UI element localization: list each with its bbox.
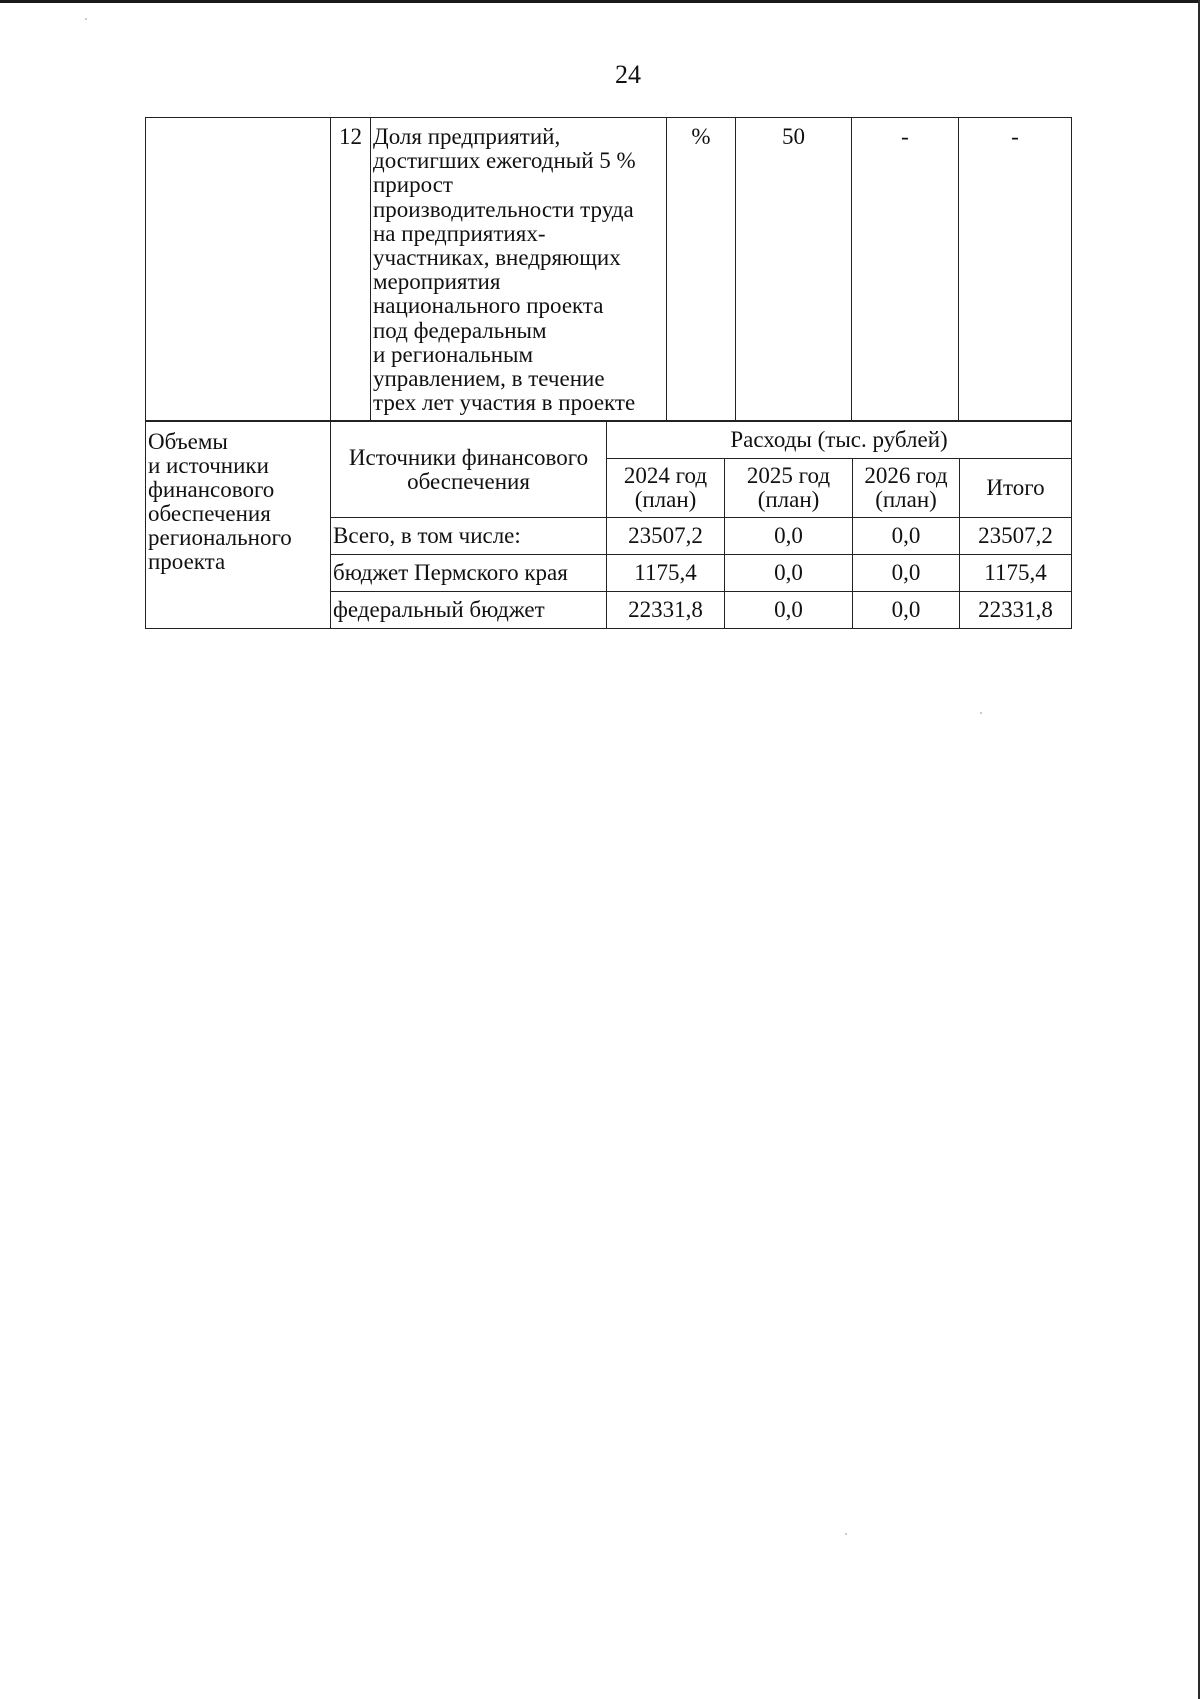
- scan-edge-top: [0, 0, 1200, 3]
- year-header-2025: [725, 459, 853, 518]
- scan-speck: [845, 1533, 847, 1535]
- indicator-name-line: управлением, в течение: [373, 366, 605, 392]
- year-header-line: 2025 год: [746, 463, 831, 488]
- value-cell: 0,0: [725, 592, 853, 629]
- indicator-name-line: достигших ежегодный 5 %: [373, 148, 636, 174]
- total-header: Итого: [960, 459, 1072, 518]
- year-header-2024: [607, 459, 725, 518]
- sources-header-line: Источники финансового: [348, 445, 589, 470]
- indicator-row: [146, 118, 1072, 421]
- indicator-name-line: на предприятиях-: [373, 220, 546, 246]
- value-cell: 0,0: [853, 518, 960, 555]
- sources-header: [331, 422, 607, 518]
- indicator-table: [145, 117, 1072, 421]
- scan-speck: [980, 712, 982, 714]
- source-cell: бюджет Пермского края: [331, 555, 607, 592]
- value-cell: 0,0: [725, 518, 853, 555]
- indicator-empty-cell: [146, 118, 331, 421]
- finance-header-row: [146, 422, 1072, 459]
- indicator-unit: %: [667, 118, 736, 421]
- finance-label-line: и источники: [148, 453, 269, 478]
- year-header-line: (план): [757, 487, 820, 512]
- value-cell: 22331,8: [960, 592, 1072, 629]
- finance-label-line: Объемы: [148, 429, 228, 454]
- indicator-value-2026: -: [959, 118, 1072, 421]
- value-cell: 23507,2: [607, 518, 725, 555]
- value-cell: 1175,4: [607, 555, 725, 592]
- source-cell: федеральный бюджет: [331, 592, 607, 629]
- finance-label-line: обеспечения: [148, 501, 271, 526]
- year-header-line: 2024 год: [623, 463, 708, 488]
- finance-label-line: проекта: [148, 549, 226, 574]
- page-number: 24: [615, 60, 641, 89]
- expenses-header: Расходы (тыс. рублей): [607, 422, 1072, 459]
- indicator-number: 12: [331, 118, 371, 421]
- indicator-name: [371, 118, 667, 421]
- indicator-name-line: национального проекта: [373, 293, 604, 319]
- value-cell: 22331,8: [607, 592, 725, 629]
- value-cell: 1175,4: [960, 555, 1072, 592]
- finance-label: [146, 422, 331, 629]
- indicator-name-line: под федеральным: [373, 317, 547, 343]
- finance-label-line: регионального: [148, 525, 292, 550]
- year-header-line: (план): [634, 487, 697, 512]
- finance-table: [145, 421, 1072, 629]
- value-cell: 0,0: [725, 555, 853, 592]
- indicator-value-2024: 50: [736, 118, 852, 421]
- year-header-line: (план): [875, 487, 937, 512]
- indicator-value-2025: -: [852, 118, 959, 421]
- indicator-name-line: прирост: [373, 172, 453, 198]
- value-cell: 0,0: [853, 555, 960, 592]
- indicator-name-line: и региональным: [373, 341, 534, 367]
- year-header-line: 2026 год: [864, 463, 948, 488]
- value-cell: 0,0: [853, 592, 960, 629]
- indicator-name-line: производительности труда: [373, 196, 634, 222]
- indicator-name-line: трех лет участия в проекте: [373, 390, 636, 416]
- year-header-2026: [853, 459, 960, 518]
- sources-header-line: обеспечения: [407, 469, 530, 494]
- indicator-name-line: участниках, внедряющих: [373, 245, 621, 271]
- source-cell: Всего, в том числе:: [331, 518, 607, 555]
- indicator-name-line: мероприятия: [373, 269, 501, 295]
- scan-speck: [85, 18, 87, 20]
- finance-label-line: финансового: [148, 477, 275, 502]
- value-cell: 23507,2: [960, 518, 1072, 555]
- indicator-name-line: Доля предприятий,: [373, 124, 561, 149]
